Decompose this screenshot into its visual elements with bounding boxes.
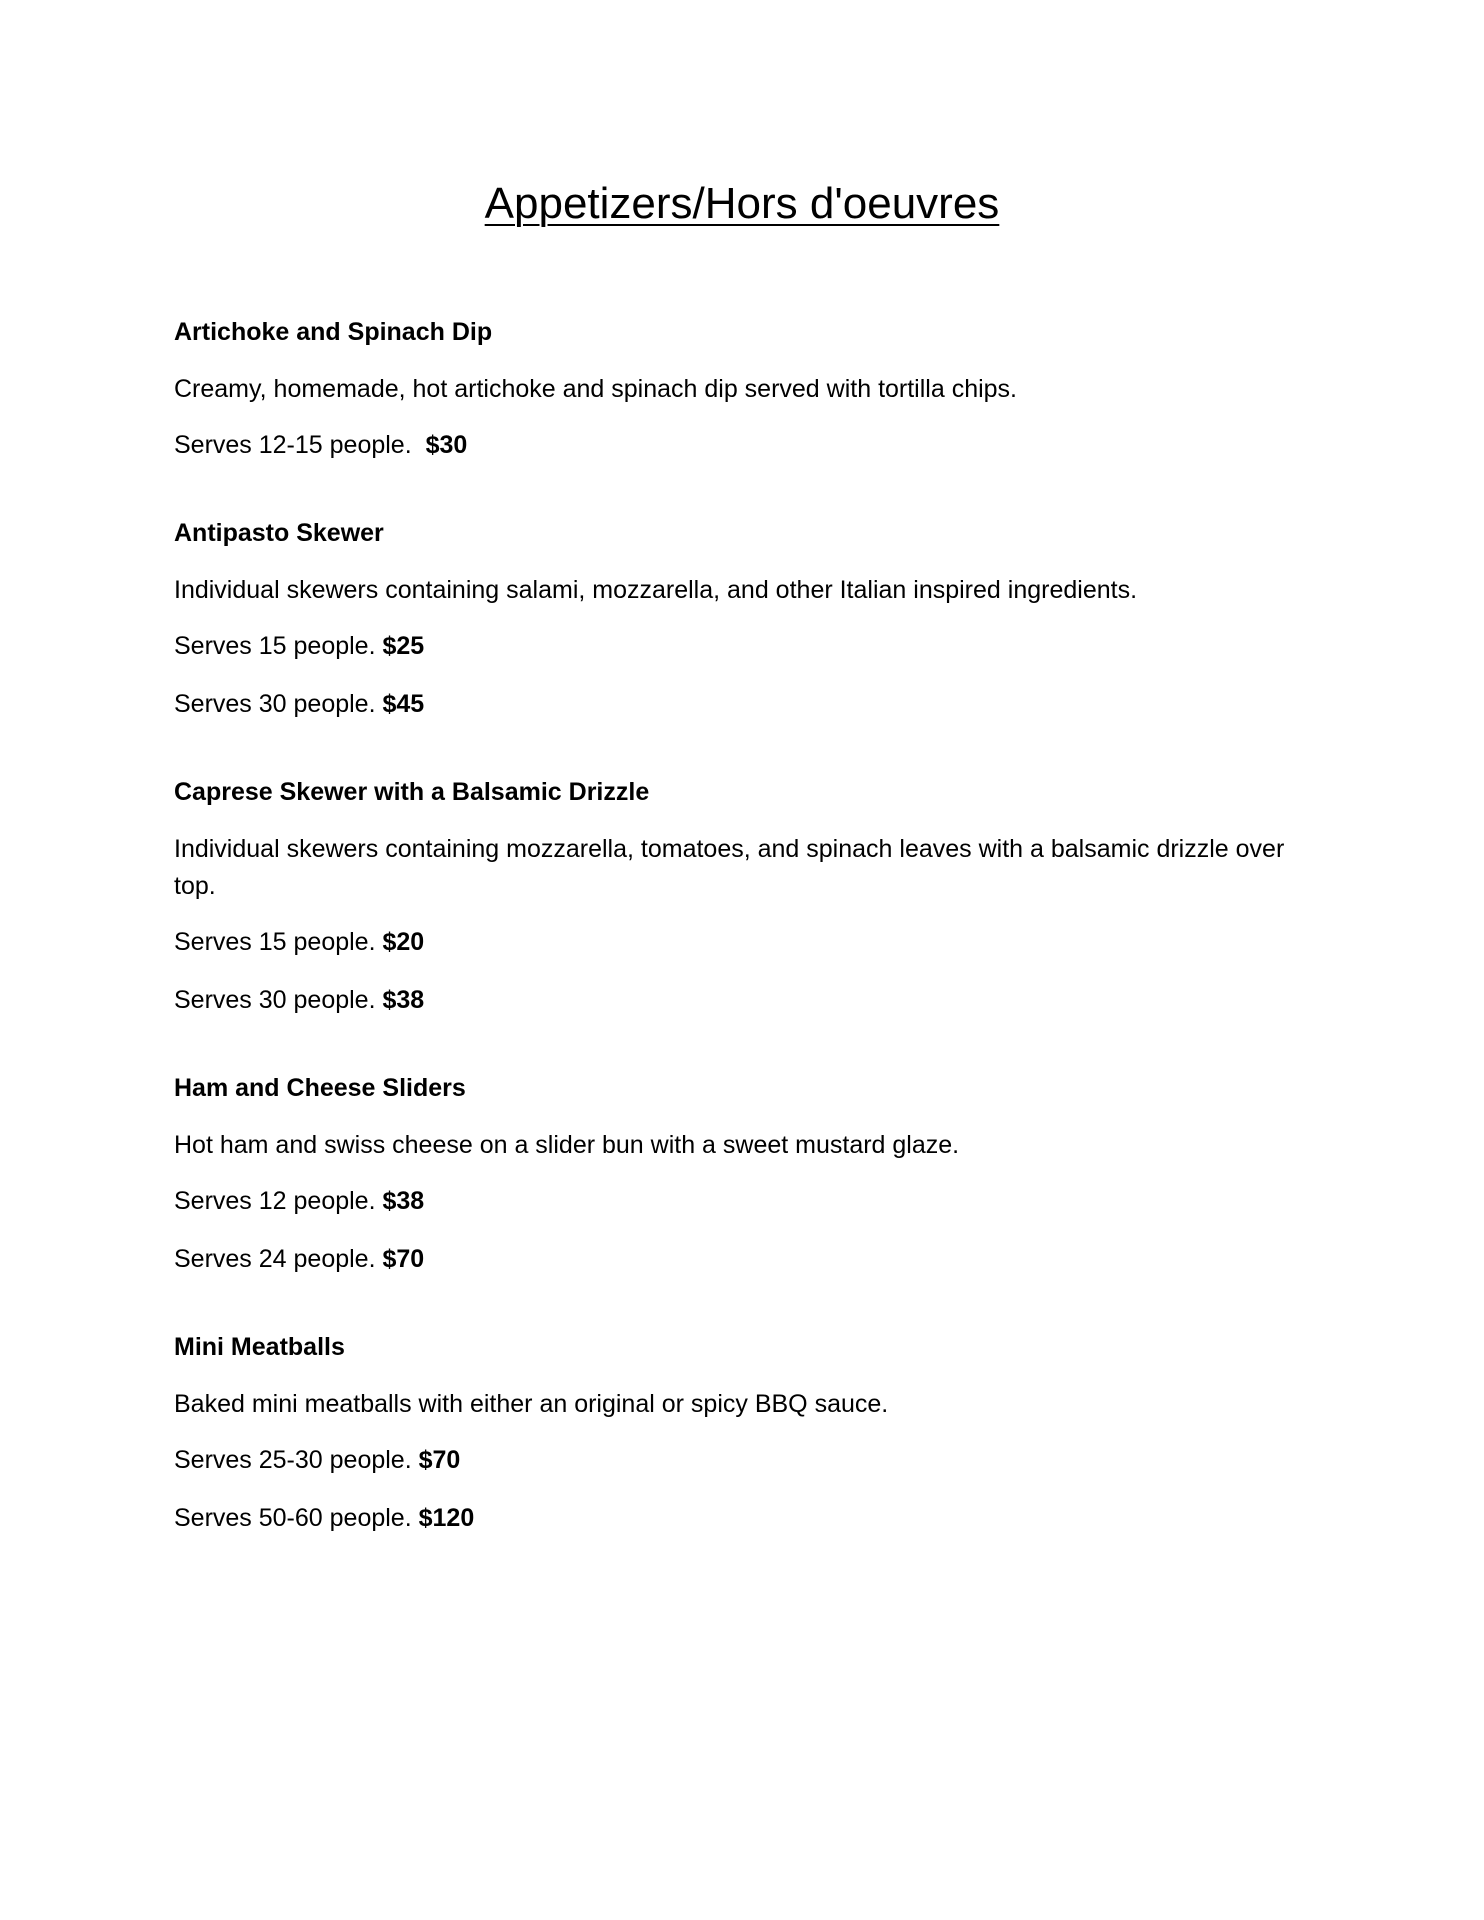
menu-item (174, 516, 1314, 721)
menu-item (174, 1071, 1314, 1276)
serving-option (174, 629, 1314, 663)
serving-price: $70 (418, 1446, 461, 1474)
serving-text: Serves 30 people. (174, 690, 383, 718)
menu-item-name: Ham and Cheese Sliders (174, 1074, 466, 1102)
serving-price: $25 (382, 632, 425, 660)
serving-text: Serves 15 people. (174, 928, 383, 956)
serving-price: $70 (382, 1245, 425, 1273)
serving-text: Serves 24 people. (174, 1245, 383, 1273)
menu-item-name: Caprese Skewer with a Balsamic Drizzle (174, 778, 650, 806)
menu-list (174, 315, 1314, 1589)
menu-item-description: Creamy, homemade, hot artichoke and spinach dip served with tortilla chips. (174, 375, 1018, 403)
serving-text: Serves 25-30 people. (174, 1446, 419, 1474)
serving-price: $45 (382, 690, 425, 718)
serving-option (174, 925, 1314, 959)
serving-text: Serves 50-60 people. (174, 1504, 419, 1532)
menu-item (174, 775, 1314, 1017)
serving-price: $38 (382, 986, 425, 1014)
menu-item-description: Hot ham and swiss cheese on a slider bun with a sweet mustard glaze. (174, 1131, 960, 1159)
serving-text: Serves 12 people. (174, 1187, 383, 1215)
serving-price: $38 (382, 1187, 425, 1215)
serving-option (174, 1184, 1314, 1218)
page-title (0, 176, 1484, 232)
menu-item-name: Mini Meatballs (174, 1333, 345, 1361)
serving-option (174, 687, 1314, 721)
menu-item (174, 1330, 1314, 1535)
serving-price: $120 (418, 1504, 475, 1532)
serving-option (174, 428, 1314, 462)
serving-text: Serves 30 people. (174, 986, 383, 1014)
menu-item-name: Artichoke and Spinach Dip (174, 318, 493, 346)
serving-option (174, 1501, 1314, 1535)
menu-item-description: Individual skewers containing mozzarella, tomatoes, and spinach leaves with a balsamic drizzle over top. (174, 835, 1285, 900)
serving-price: $30 (425, 431, 468, 459)
page-title-text: Appetizers/Hors d'oeuvres (484, 179, 1000, 228)
serving-option (174, 1242, 1314, 1276)
serving-text: Serves 15 people. (174, 632, 383, 660)
menu-item (174, 315, 1314, 462)
menu-item-description: Individual skewers containing salami, mozzarella, and other Italian inspired ingredients. (174, 576, 1138, 604)
serving-text: Serves 12-15 people. (174, 431, 426, 459)
serving-option (174, 983, 1314, 1017)
menu-item-name: Antipasto Skewer (174, 519, 384, 547)
serving-price: $20 (382, 928, 425, 956)
serving-option (174, 1443, 1314, 1477)
menu-item-description: Baked mini meatballs with either an original or spicy BBQ sauce. (174, 1390, 889, 1418)
